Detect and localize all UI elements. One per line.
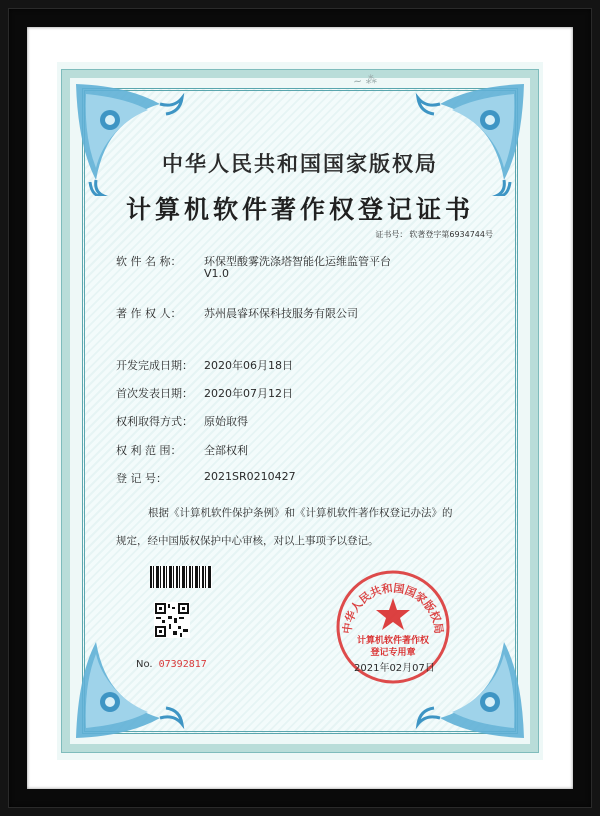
field-value: 2020年07月12日: [204, 387, 293, 400]
serial-number: [136, 659, 207, 670]
corner-ornament-top-right: [402, 76, 532, 196]
certificate-title: 计算机软件著作权登记证书: [125, 195, 474, 224]
field-value: 2021SR0210427: [204, 470, 296, 483]
field-label: 权利取得方式：: [116, 415, 193, 428]
corner-ornament-top-left: [68, 76, 198, 196]
seal-ring-text: 中华人民共和国国家版权局: [340, 581, 446, 635]
field-label: 登 记 号：: [116, 472, 167, 485]
certificate-number: [373, 229, 493, 240]
issue-date: 2021年02月07日: [354, 663, 435, 674]
certificate-number-value: 软著登字第6934744号: [409, 230, 493, 239]
serial-number-value: 07392817: [158, 659, 207, 670]
field-label: 软 件 名 称：: [116, 255, 182, 268]
corner-ornament-bottom-left: [68, 626, 198, 746]
pencil-mark: ~ ⁂: [352, 72, 378, 89]
statement-line-1: 根据《计算机软件保护条例》和《计算机软件著作权登记办法》的: [148, 507, 453, 519]
issuer-title: 中华人民共和国国家版权局: [162, 151, 438, 176]
qr-code: [154, 602, 190, 638]
barcode: [150, 566, 212, 588]
field-value: 苏州晨睿环保科技服务有限公司: [204, 307, 358, 320]
field-value: 全部权利: [204, 444, 248, 457]
seal-center-line-2: 登记专用章: [370, 648, 416, 658]
field-value: 2020年06月18日: [204, 359, 293, 372]
field-value: 原始取得: [204, 415, 248, 428]
seal-center-line-1: 计算机软件著作权: [356, 636, 429, 646]
serial-label: No.: [136, 659, 153, 670]
field-label: 权 利 范 围：: [116, 444, 182, 457]
field-label: 开发完成日期：: [116, 359, 193, 372]
statement-line-2: 规定，经中国版权保护中心审核，对以上事项予以登记。: [116, 535, 379, 547]
field-label: 首次发表日期：: [116, 387, 193, 400]
certificate-number-label: 证书号：: [375, 230, 408, 239]
field-value: 环保型酸雾洗涤塔智能化运维监管平台: [204, 255, 391, 268]
field-label: 著 作 权 人：: [116, 307, 182, 320]
field-value-version: V1.0: [204, 267, 230, 280]
